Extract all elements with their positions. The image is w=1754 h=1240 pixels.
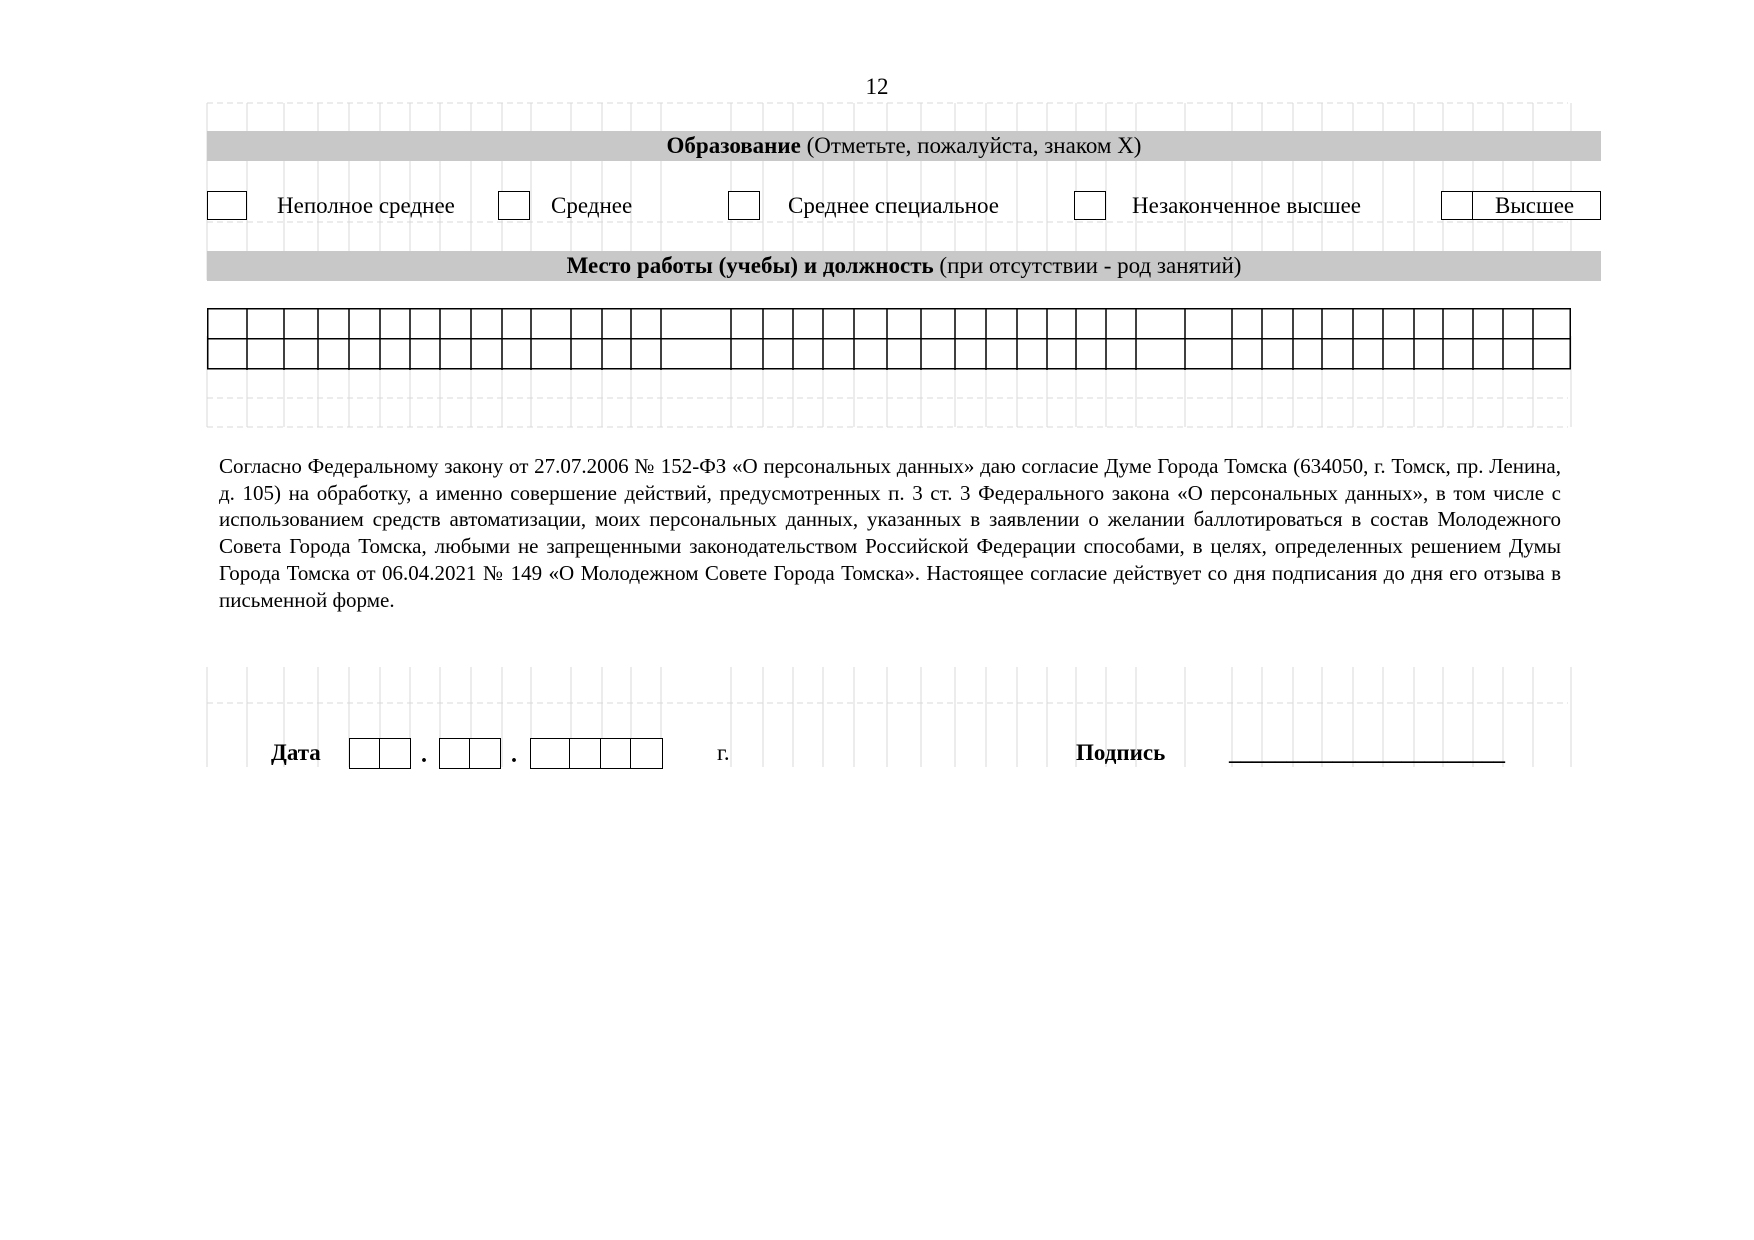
personal-data-consent-text: Согласно Федеральному закону от 27.07.2006 № 152-ФЗ «О персональных данных» даю согласие Думе Города Томска (634050, г. Томск, пр. Ленина, д. 105) на обработку, а именно совершение действий, предусмотренных п. 3 ст. 3 Федерального закона «О персональных данных», в том числе с использованием средств автоматизации, моих персональных данных, указанных в заявлении о желании баллотироваться в состав Молодежного Совета Города Томска, любыми не запрещенными законодательством Российской Федерации способами, в целях, определенных решением Думы Города Томска от 06.04.2021 № 149 «О Молодежном Совете Города Томска». Настоящее согласие действует со дня подписания до дня его отзыва в письменной форме. bbox=[219, 454, 1561, 612]
education-option-label: Незаконченное высшее bbox=[1132, 193, 1361, 218]
signature-label: Подпись bbox=[1076, 740, 1166, 765]
workplace-instruction: (при отсутствии - род занятий) bbox=[933, 253, 1242, 278]
education-checkbox-secondary[interactable] bbox=[498, 191, 530, 220]
year-suffix: г. bbox=[717, 740, 730, 765]
date-label: Дата bbox=[271, 740, 321, 765]
date-separator: . bbox=[511, 742, 517, 768]
date-separator: . bbox=[421, 742, 427, 768]
education-option-label: Среднее специальное bbox=[788, 193, 999, 218]
education-option-label: Высшее bbox=[1495, 193, 1575, 218]
education-checkbox-incomplete-higher[interactable] bbox=[1074, 191, 1106, 220]
date-month-field[interactable] bbox=[439, 738, 501, 769]
signature-line[interactable]: ________________________ bbox=[1229, 740, 1505, 765]
education-instruction: (Отметьте, пожалуйста, знаком X) bbox=[800, 133, 1142, 158]
education-title: Образование bbox=[666, 133, 801, 158]
education-checkbox-higher[interactable] bbox=[1441, 191, 1473, 220]
education-option-label: Неполное среднее bbox=[277, 193, 455, 218]
workplace-section-header bbox=[207, 251, 1601, 281]
workplace-input-grid[interactable] bbox=[207, 308, 1571, 370]
date-day-field[interactable] bbox=[349, 738, 411, 769]
workplace-title: Место работы (учебы) и должность bbox=[566, 253, 934, 278]
date-year-field[interactable] bbox=[530, 738, 663, 769]
education-section-header bbox=[207, 131, 1601, 161]
education-option-label: Среднее bbox=[551, 193, 633, 218]
education-checkbox-vocational[interactable] bbox=[728, 191, 760, 220]
education-checkbox-incomplete-secondary[interactable] bbox=[207, 191, 247, 220]
page-number: 12 bbox=[865, 74, 889, 99]
